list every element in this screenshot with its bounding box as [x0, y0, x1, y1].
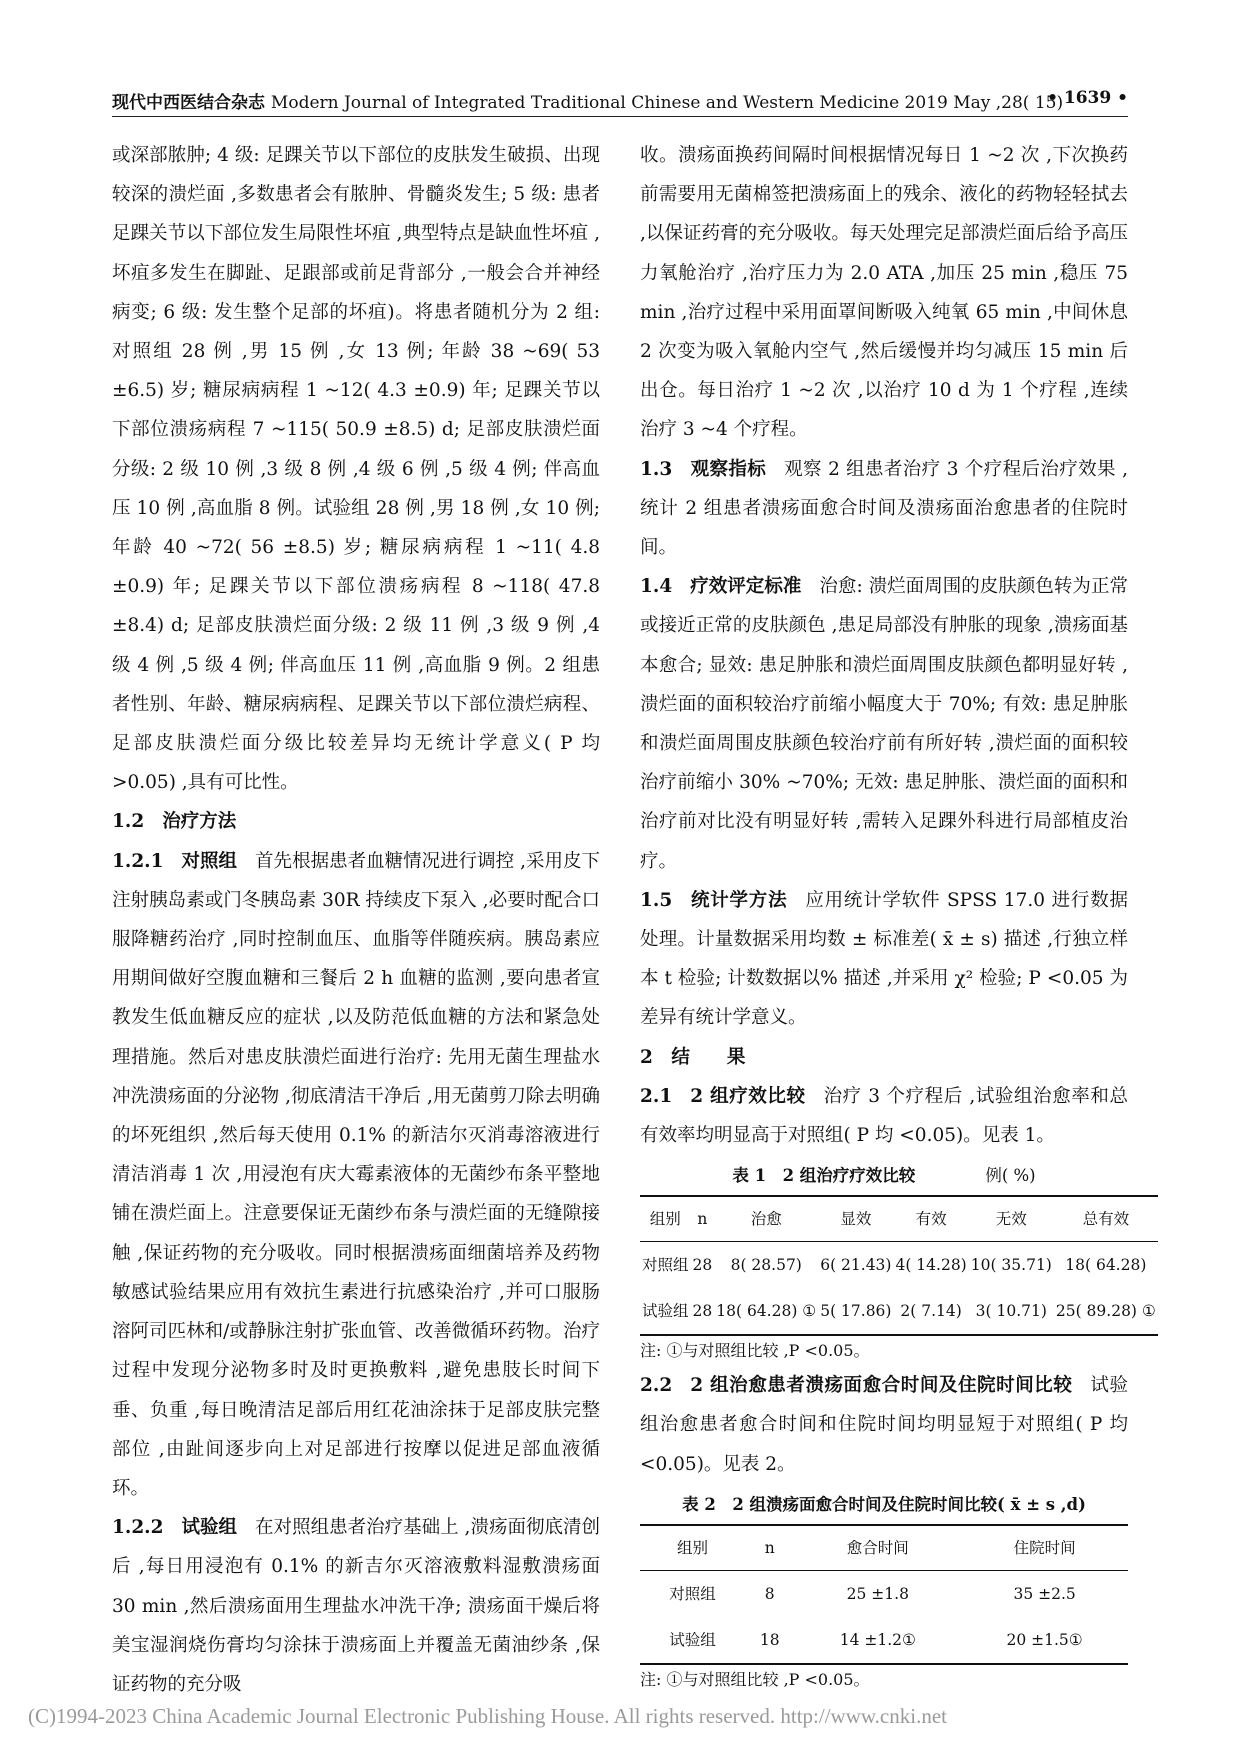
journal-title [112, 88, 1063, 113]
table-1-note: 注: ①与对照组比较 ,P <0.05。 [640, 1341, 870, 1361]
table-header-cell: 显效 [818, 1196, 893, 1242]
copyright-footer: (C)1994-2023 China Academic Journal Electronic Publishing House. All rights reserved. http://www.cnki.net [28, 1704, 947, 1728]
table-cell: 18( 64.28) ① [714, 1288, 818, 1335]
table-cell: 25( 89.28) ① [1054, 1288, 1158, 1335]
section-number: 1.5 [640, 889, 673, 911]
paragraph-treatment-continued: 收。溃疡面换药间隔时间根据情况每日 1 ~2 次 ,下次换药前需要用无菌棉签把溃疡面上的残余、液化的药物轻轻拭去 ,以保证药膏的充分吸收。每天处理完足部溃烂面后给予高压力氧舱治疗 ,治疗压力为 2.0 ATA ,加压 25 min ,稳压 75 min ,治疗过程中采用面罩间断吸入纯氧 65 min ,中间休息 2 次变为吸入氧舱内空气 ,然后缓慢并均匀减压 15 min 后出仓。每日治疗 1 ~2 次 ,以治疗 10 d 为 1 个疗程 ,连续治疗 3 ~4 个疗程。 [640, 145, 1128, 441]
table-cell: 14 ±1.2① [794, 1617, 961, 1664]
section-title: 2 组治愈患者溃疡面愈合时间及住院时间比较 [690, 1375, 1073, 1397]
table-cell: 试验组 [640, 1288, 691, 1335]
section-body: 治疗 3 个疗程后 ,试验组治愈率和总有效率均明显高于对照组( P 均 <0.05)。见表 1。 [640, 1085, 1128, 1147]
section-title: 对照组 [181, 850, 238, 872]
table-cell: 25 ±1.8 [846, 1584, 909, 1603]
section-number: 2.1 [640, 1085, 673, 1107]
table-header-cell: n [691, 1196, 715, 1242]
running-header [112, 82, 1128, 117]
table-cell: 10( 35.71) [970, 1256, 1052, 1275]
section-title: 试验组 [181, 1517, 238, 1539]
table-cell: 6( 21.43) [820, 1256, 892, 1275]
section-2-2 [640, 1366, 1128, 1484]
section-1-4 [640, 567, 1128, 881]
section-body: 应用统计学软件 SPSS 17.0 进行数据处理。计量数据采用均数 ± 标准差( x̄ ± s) 描述 ,行独立样本 t 检验; 计数数据以% 描述 ,并采用 χ² 检验; P <0.05 为差异有统计学意义。 [640, 889, 1128, 1029]
section-body: 观察 2 组患者治疗 3 个疗程后治疗效果 ,统计 2 组患者溃疡面愈合时间及溃疡面治愈患者的住院时间。 [640, 458, 1128, 559]
table-1-caption [640, 1161, 1128, 1191]
section-number: 2.2 [640, 1375, 673, 1397]
table-header-cell: 组别 [640, 1525, 745, 1571]
section-title: 观察指标 [690, 458, 767, 480]
table-cell: 8 [764, 1584, 775, 1603]
table-cell: 对照组 [669, 1584, 716, 1603]
section-1-2-heading [112, 802, 600, 841]
table-cell: 4( 14.28) [895, 1256, 967, 1275]
table-cell: 20 ±1.5① [961, 1617, 1128, 1664]
journal-title-cn: 现代中西医结合杂志 [112, 93, 265, 113]
section-number: 1.3 [640, 458, 673, 480]
table-cell: 28 [691, 1288, 715, 1335]
table-cell: 28 [692, 1256, 713, 1275]
table-2-note: 注: ①与对照组比较 ,P <0.05。 [640, 1669, 870, 1689]
table-header-cell: n [745, 1525, 794, 1571]
table-cell: 18( 64.28) [1065, 1256, 1147, 1275]
section-title: 2 组疗效比较 [690, 1085, 806, 1107]
journal-title-en: Modern Journal of Integrated Traditional Chinese and Western Medicine 2019 May ,28( 15) [270, 93, 1064, 113]
table-row [640, 1570, 1128, 1617]
table-row [640, 1617, 1128, 1664]
table-cell: 35 ±2.5 [1013, 1584, 1076, 1603]
table-header-cell: 治愈 [714, 1196, 818, 1242]
section-body: 在对照组患者治疗基础上 ,溃疡面彻底清创后 ,每日用浸泡有 0.1% 的新吉尔灭溶液敷料湿敷溃疡面 30 min ,然后溃疡面用生理盐水冲洗干净; 溃疡面干燥后将美宝湿润烧伤膏均匀涂抹于溃疡面上并覆盖无菌油纱条 ,保证药物的充分吸 [112, 1517, 600, 1695]
table-cell: 5( 17.86) [818, 1288, 893, 1335]
table-1-title: 表 1 2 组治疗疗效比较 [732, 1166, 916, 1186]
table-header-cell: 愈合时间 [794, 1525, 961, 1571]
table-cell: 18 [745, 1617, 794, 1664]
section-1-3 [640, 450, 1128, 568]
section-body: 试验组治愈患者愈合时间和住院时间均明显短于对照组( P 均 <0.05)。见表 2。 [640, 1375, 1128, 1475]
left-column [112, 136, 600, 1704]
section-title: 治疗方法 [162, 811, 237, 833]
section-number: 1.2.2 [112, 1517, 164, 1539]
table-header-cell: 组别 [640, 1196, 691, 1242]
table-header-row [640, 1525, 1128, 1571]
section-number: 1.2 [112, 811, 145, 833]
table-row [640, 1242, 1158, 1289]
section-body: 首先根据患者血糖情况进行调控 ,采用皮下注射胰岛素或门冬胰岛素 30R 持续皮下泵入 ,必要时配合口服降糖药治疗 ,同时控制血压、血脂等伴随疾病。胰岛素应用期间做好空腹血糖和三餐后 2 h 血糖的监测 ,要向患者宣教发生低血糖反应的症状 ,以及防范低血糖的方法和紧急处理措施。然后对患皮肤溃烂面进行治疗: 先用无菌生理盐水冲洗溃疡面的分泌物 ,彻底清洁干净后 ,用无菌剪刀除去明确的坏死组织 ,然后每天使用 0.1% 的新洁尔灭消毒溶液进行清洁消毒 1 次 ,用浸泡有庆大霉素液体的无菌纱布条平整地铺在溃烂面上。注意要保证无菌纱布条与溃烂面的无缝隙接触 ,保证药物的充分吸收。同时根据溃疡面细菌培养及药物敏感试验结果应用有效抗生素进行抗感染治疗 ,并可口服肠溶阿司匹林和/或静脉注射扩张血管、改善微循环药物。治疗过程中发现分泌物多时及时更换敷料 ,避免患肢长时间下垂、负重 ,每日晚清洁足部后用红花油涂抹于足部皮肤完整部位 ,由趾间逐步向上对足部进行按摩以促进足部血液循环。 [112, 850, 600, 1499]
page-number: • 1639 • [1047, 88, 1128, 108]
section-2-heading: 2 结 果 [640, 1046, 746, 1068]
table-cell: 3( 10.71) [969, 1288, 1054, 1335]
table-cell: 试验组 [640, 1617, 745, 1664]
section-body: 治愈: 溃烂面周围的皮肤颜色转为正常或接近正常的皮肤颜色 ,患足局部没有肿胀的现象 ,溃疡面基本愈合; 显效: 患足肿胀和溃烂面周围皮肤颜色都明显好转 ,溃烂面的面积较治疗前缩小幅度大于 70%; 有效: 患足肿胀和溃烂面周围皮肤颜色较治疗前有所好转 ,溃烂面的面积较治疗前缩小 30% ~70%; 无效: 患足肿胀、溃烂面的面积和治疗前对比没有明显好转 ,需转入足踝外科进行局部植皮治疗。 [640, 576, 1128, 872]
table-2-caption: 表 2 2 组溃疡面愈合时间及住院时间比较( x̄ ± s ,d) [682, 1494, 1086, 1514]
section-title: 疗效评定标准 [690, 576, 802, 598]
table-2 [640, 1524, 1128, 1665]
section-1-2-2 [112, 1508, 600, 1704]
table-header-cell: 总有效 [1054, 1196, 1158, 1242]
table-header-cell: 无效 [969, 1196, 1054, 1242]
table-cell: 对照组 [642, 1256, 689, 1275]
section-1-2-1 [112, 842, 600, 1508]
section-2-1 [640, 1077, 1128, 1155]
section-1-5 [640, 881, 1128, 1038]
table-cell: 8( 28.57) [730, 1256, 802, 1275]
section-number: 1.4 [640, 576, 673, 598]
table-header-row [640, 1196, 1158, 1242]
right-column [640, 136, 1156, 1695]
table-row [640, 1288, 1158, 1335]
table-header-cell: 住院时间 [961, 1525, 1128, 1571]
section-number: 1.2.1 [112, 850, 164, 872]
table-header-cell: 有效 [893, 1196, 968, 1242]
table-1 [640, 1195, 1158, 1336]
table-1-unit: 例( %) [985, 1166, 1036, 1186]
table-cell: 2( 7.14) [893, 1288, 968, 1335]
section-title: 统计学方法 [690, 889, 788, 911]
paragraph-patient-grouping: 或深部脓肿; 4 级: 足踝关节以下部位的皮肤发生破损、出现较深的溃烂面 ,多数患者会有脓肿、骨髓炎发生; 5 级: 患者足踝关节以下部位发生局限性坏疽 ,典型特点是缺血性坏疽 ,坏疽多发生在脚趾、足跟部或前足背部分 ,一般会合并神经病变; 6 级: 发生整个足部的坏疽)。将患者随机分为 2 组: 对照组 28 例 ,男 15 例 ,女 13 例; 年龄 38 ~69( 53 ±6.5) 岁; 糖尿病病程 1 ~12( 4.3 ±0.9) 年; 足踝关节以下部位溃疡病程 7 ~115( 50.9 ±8.5) d; 足部皮肤溃烂面分级: 2 级 10 例 ,3 级 8 例 ,4 级 6 例 ,5 级 4 例; 伴高血压 10 例 ,高血脂 8 例。试验组 28 例 ,男 18 例 ,女 10 例; 年龄 40 ~72( 56 ±8.5) 岁; 糖尿病病程 1 ~11( 4.8 ±0.9) 年; 足踝关节以下部位溃疡病程 8 ~118( 47.8 ±8.4) d; 足部皮肤溃烂面分级: 2 级 11 例 ,3 级 9 例 ,4 级 4 例 ,5 级 4 例; 伴高血压 11 例 ,高血脂 9 例。2 组患者性别、年龄、糖尿病病程、足踝关节以下部位溃烂病程、足部皮肤溃烂面分级比较差异均无统计学意义( P 均 >0.05) ,具有可比性。 [112, 145, 600, 794]
